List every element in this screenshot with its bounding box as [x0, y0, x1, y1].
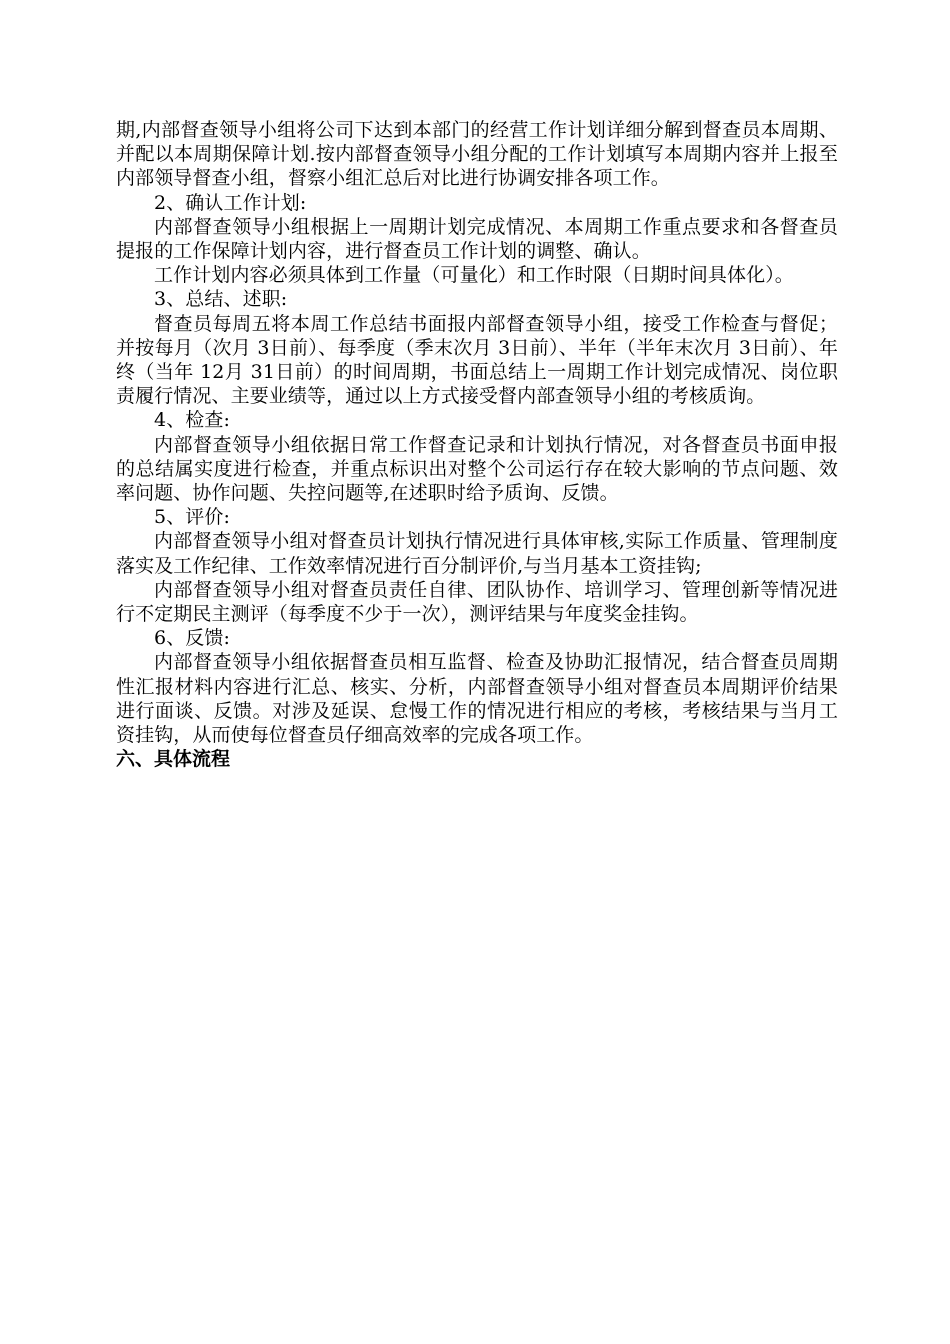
paragraph-intro: 期,内部督查领导小组将公司下达到本部门的经营工作计划详细分解到督查员本周期、并配以本周期保障计划.按内部督查领导小组分配的工作计划填写本周期内容并上报至内部领导督查小组，督察小组汇总后对比进行协调安排各项工作。	[116, 119, 838, 190]
paragraph-evaluation-2: 内部督查领导小组对督查员责任自律、团队协作、培训学习、管理创新等情况进行不定期民主测评（每季度不少于一次），测评结果与年度奖金挂钩。	[116, 578, 838, 626]
section-heading: 六、具体流程	[116, 748, 231, 771]
heading-summary: 3、总结、述职:	[154, 288, 288, 311]
document-page	[116, 118, 838, 771]
paragraph-plan-content: 工作计划内容必须具体到工作量（可量化）和工作时限（日期时间具体化）。	[154, 264, 794, 287]
heading-evaluation: 5、评价:	[154, 506, 230, 529]
paragraph-summary: 督查员每周五将本周工作总结书面报内部督查领导小组，接受工作检查与督促；并按每月（次月 3日前）、每季度（季末次月 3日前）、半年（半年末次月 3日前）、年终（当年 12月 31日前）的时间周期，书面总结上一周期工作计划完成情况、岗位职责履行情况、主要业绩等，通过以上方式接受督内部查领导小组的考核质询。	[116, 312, 838, 408]
paragraph-evaluation-1: 内部督查领导小组对督查员计划执行情况进行具体审核,实际工作质量、管理制度落实及工作纪律、工作效率情况进行百分制评价,与当月基本工资挂钩;	[116, 530, 838, 577]
paragraph-inspection: 内部督查领导小组依据日常工作督查记录和计划执行情况，对各督查员书面申报的总结属实度进行检查，并重点标识出对整个公司运行存在较大影响的节点问题、效率问题、协作问题、失控问题等,在述职时给予质询、反馈。	[116, 433, 838, 505]
heading-confirm-plan: 2、确认工作计划:	[154, 191, 307, 214]
heading-feedback: 6、反馈:	[154, 627, 230, 650]
heading-inspection: 4、检查:	[154, 409, 230, 432]
paragraph-confirm-plan: 内部督查领导小组根据上一周期计划完成情况、本周期工作重点要求和各督查员提报的工作保障计划内容，进行督查员工作计划的调整、确认。	[116, 215, 838, 263]
paragraph-feedback: 内部督查领导小组依据督查员相互监督、检查及协助汇报情况，结合督查员周期性汇报材料内容进行汇总、核实、分析，内部督查领导小组对督查员本周期评价结果进行面谈、反馈。对涉及延误、怠慢工作的情况进行相应的考核，考核结果与当月工资挂钩，从而使每位督查员仔细高效率的完成各项工作。	[116, 651, 838, 747]
